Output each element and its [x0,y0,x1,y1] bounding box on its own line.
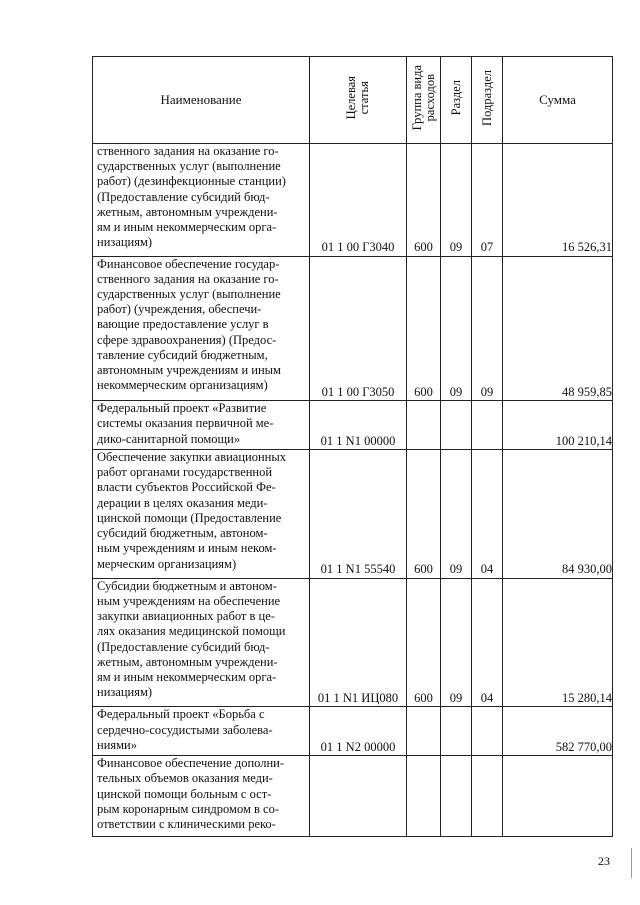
row-name-line: сударственных услуг (выполнение [97,159,281,174]
row-name-line: жетным, автономным учреждени- [97,654,278,669]
row-article: 01 1 00 Г3050 [310,256,407,401]
row-group [407,401,441,450]
header-name: Наименование [93,57,310,144]
row-name-line: Субсидии бюджетным и автоном- [97,578,277,593]
row-name-line: (Предоставление субсидий бюд- [97,189,270,204]
row-sum: 100 210,14 [503,401,613,450]
table-body [93,144,613,837]
row-name-line: лях оказания медицинской помощи [97,624,286,639]
row-name-line: жетным, автономным учреждени- [97,204,278,219]
row-name-line: сударственных услуг (выполнение [97,287,281,302]
row-sum: 48 959,85 [503,256,613,401]
row-name-line: ственного задания на оказание го- [97,271,279,286]
row-sum: 15 280,14 [503,578,613,707]
row-article [310,756,407,837]
header-subsection-label: Подраздел [479,70,494,126]
row-name-line: (Предоставление субсидий бюд- [97,639,270,654]
row-name-line: Обеспечение закупки авиационных [97,450,286,465]
row-subsection [472,707,503,756]
row-name-line: Федеральный проект «Развитие [97,401,267,416]
row-name-line: ответствии с клиническими реко- [97,816,276,831]
row-name-line: работ органами государственной [97,465,273,480]
row-group: 600 [407,450,441,579]
row-article: 01 1 00 Г3040 [310,144,407,257]
row-name-line: тельных объемов оказания меди- [97,771,273,786]
row-subsection: 07 [472,144,503,257]
row-name-cell [93,756,310,837]
row-article: 01 1 N1 ИЦ080 [310,578,407,707]
row-section: 09 [441,450,472,579]
scan-edge-mark [631,848,632,878]
row-subsection: 04 [472,450,503,579]
row-section [441,707,472,756]
row-name-cell [93,450,310,579]
row-name-line: ям и иным некоммерческим орга- [97,669,277,684]
row-name-line: автономным учреждениям и иным [97,363,281,378]
header-article-line1: Целевая [344,76,358,120]
row-name-line: ным учреждениям и иным неком- [97,541,277,556]
row-article: 01 1 N1 55540 [310,450,407,579]
row-subsection [472,401,503,450]
row-sum [503,756,613,837]
row-name-line: закупки авиационных работ в це- [97,609,275,624]
table-row [93,578,613,707]
row-name-line: тавление субсидий бюджетным, [97,347,268,362]
row-name-line: работ) (дезинфекционные станции) [97,174,286,189]
row-sum: 582 770,00 [503,707,613,756]
header-section [441,57,472,144]
row-name-line: Финансовое обеспечение государ- [97,256,280,271]
row-name-line: дико-санитарной помощи» [97,431,241,446]
table-row [93,450,613,579]
row-name-line: субсидий бюджетным, автоном- [97,526,268,541]
row-section: 09 [441,256,472,401]
table-row [93,401,613,450]
row-sum: 16 526,31 [503,144,613,257]
page-number: 23 [598,854,610,868]
table-row [93,756,613,837]
row-subsection: 04 [472,578,503,707]
table-header-row [93,57,613,144]
row-name-line: мерческим организациям) [97,556,237,571]
header-article [310,57,407,144]
row-name-line: Федеральный проект «Борьба с [97,707,265,722]
row-group [407,756,441,837]
budget-table [92,56,613,837]
row-name-line: низациям) [97,235,153,250]
row-name-line: работ) (учреждения, обеспечи- [97,302,262,317]
row-group: 600 [407,256,441,401]
row-name-line: сердечно-сосудистыми заболева- [97,722,273,737]
row-name-cell [93,578,310,707]
row-name-line: сфере здравоохранения) (Предос- [97,332,277,347]
row-name-line: цинской помощи (Предоставление [97,510,282,525]
row-group: 600 [407,144,441,257]
row-subsection: 09 [472,256,503,401]
row-section: 09 [441,578,472,707]
header-group-line1: Группа вида [409,65,424,131]
row-name-line: низациям) [97,685,153,700]
row-name-line: цинской помощи больным с ост- [97,786,272,801]
row-group [407,707,441,756]
row-sum: 84 930,00 [503,450,613,579]
row-section [441,401,472,450]
row-name-line: вающие предоставление услуг в [97,317,269,332]
row-name-line: Финансовое обеспечение дополни- [97,756,285,771]
table-row [93,707,613,756]
table-row [93,144,613,257]
row-section [441,756,472,837]
row-name-line: системы оказания первичной ме- [97,416,274,431]
row-name-line: ям и иным некоммерческим орга- [97,220,277,235]
row-name-line: рым коронарным синдромом в со- [97,801,279,816]
row-name-line: ниями» [97,737,137,752]
row-name-cell [93,144,310,257]
header-sum: Сумма [503,57,613,144]
row-name-cell [93,256,310,401]
row-name-cell [93,401,310,450]
row-name-line: власти субъектов Российской Фе- [97,480,276,495]
row-name-line: дерации в целях оказания меди- [97,495,268,510]
row-name-cell [93,707,310,756]
table-row [93,256,613,401]
row-section: 09 [441,144,472,257]
row-name-line: ственного задания на оказание го- [97,144,279,158]
header-group [407,57,441,144]
row-article: 01 1 N2 00000 [310,707,407,756]
header-subsection [472,57,503,144]
row-article: 01 1 N1 00000 [310,401,407,450]
header-group-line2: расходов [422,74,437,122]
header-section-label: Раздел [448,80,463,116]
row-name-line: некоммерческим организациям) [97,378,268,393]
row-group: 600 [407,578,441,707]
header-article-line2: статья [357,81,371,115]
row-subsection [472,756,503,837]
row-name-line: ным учреждениям на обеспечение [97,593,281,608]
